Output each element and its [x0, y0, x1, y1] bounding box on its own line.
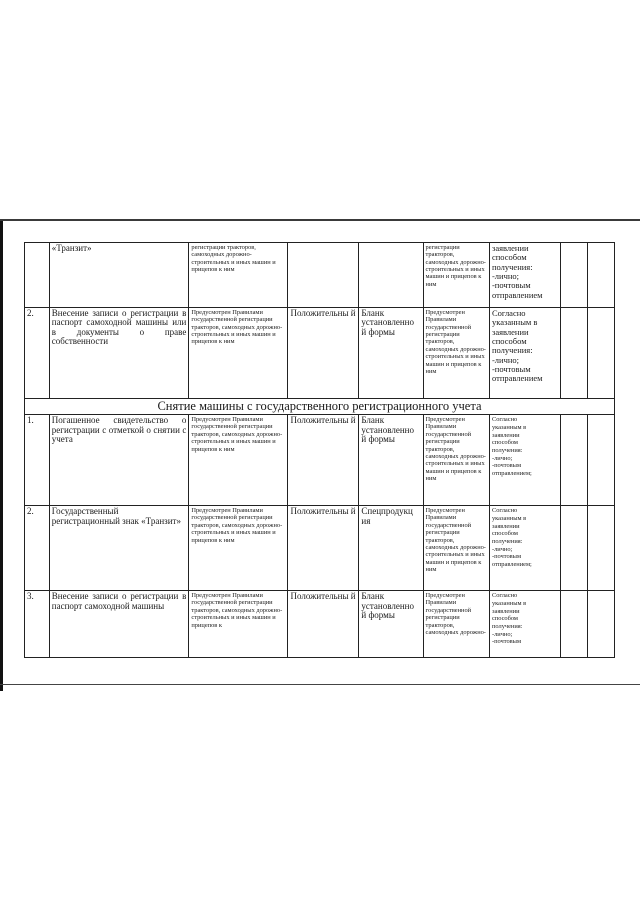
method-line: -лично; [491, 354, 520, 365]
method-line: Согласно [491, 592, 518, 600]
legal-basis: Предусмотрен Правилами государственной регистрации тракторов, самоходных дорожно-строительных и иных машин и прицепов к ним [189, 415, 288, 506]
document-name: «Транзит» [49, 243, 189, 308]
method-line: указанным в [491, 514, 527, 522]
empty-cell [560, 506, 587, 591]
method-line: указанным в [491, 423, 527, 431]
delivery-method [489, 308, 560, 399]
empty-cell [560, 243, 587, 308]
method-line: получения: [491, 261, 533, 272]
method-line: -лично; [491, 454, 513, 462]
empty-cell [560, 308, 587, 399]
empty-cell [587, 591, 614, 658]
delivery-method [489, 506, 560, 591]
result-type: Положительны й [288, 506, 359, 591]
method-line: -лично; [491, 271, 520, 282]
method-line: получения: [491, 446, 523, 454]
method-line: способом [491, 336, 527, 347]
method-line: Согласно [491, 507, 518, 515]
method-line: -почтовым [491, 553, 522, 561]
form-basis: Предусмотрен Правилами государственной регистрации тракторов, самоходных дорожно- [423, 591, 489, 658]
method-line: заявлении [491, 522, 520, 530]
method-line: получения: [491, 345, 533, 356]
document-name: Внесение записи о регистрации в паспорт самоходной машины или в документы о праве собственности [49, 308, 189, 399]
delivery-method [489, 591, 560, 658]
method-line: Согласно [491, 416, 518, 424]
empty-cell [587, 415, 614, 506]
method-line: получения: [491, 537, 523, 545]
table-row [25, 415, 615, 506]
form-basis: Предусмотрен Правилами государственной регистрации тракторов, самоходных дорожно-строительных и иных машин и прицепов к ним [423, 506, 489, 591]
method-line: -почтовым [491, 462, 522, 470]
scan-edge-left [0, 221, 3, 691]
empty-cell [587, 308, 614, 399]
method-line: -почтовым [491, 638, 522, 646]
method-line: отправлением [491, 373, 543, 384]
method-line: -лично; [491, 545, 513, 553]
table-row [25, 591, 615, 658]
method-line: заявлении [491, 326, 529, 337]
result-type [288, 243, 359, 308]
document-form: Бланк установленно й формы [359, 591, 423, 658]
row-number: 1. [25, 415, 50, 506]
document-form: Бланк установленно й формы [359, 308, 423, 399]
empty-cell [560, 415, 587, 506]
document-name: Внесение записи о регистрации в паспорт самоходной машины [49, 591, 189, 658]
method-line: указанным в [491, 317, 538, 328]
legal-basis: Предусмотрен Правилами государственной регистрации тракторов, самоходных дорожно-строительных и иных машин и прицепов к [189, 591, 288, 658]
method-line: способом [491, 615, 518, 623]
row-number [25, 243, 50, 308]
legal-basis: Предусмотрен Правилами государственной регистрации тракторов, самоходных дорожно-строительных и иных машин и прицепов к ним [189, 506, 288, 591]
row-number: 2. [25, 308, 50, 399]
form-basis: Предусмотрен Правилами государственной регистрации тракторов, самоходных дорожно-строительных и иных машин и прицепов к ним [423, 415, 489, 506]
table-row [25, 243, 615, 308]
services-table [24, 242, 615, 658]
form-basis: Предусмотрен Правилами государственной регистрации тракторов, самоходных дорожно-строительных и иных машин и прицепов к ним [423, 308, 489, 399]
method-line: -почтовым [491, 280, 531, 291]
table-row [25, 506, 615, 591]
document-form: Бланк установленно й формы [359, 415, 423, 506]
method-line: отправлением; [491, 560, 532, 568]
result-type: Положительны й [288, 308, 359, 399]
row-number: 2. [25, 506, 50, 591]
method-line: способом [491, 530, 518, 538]
method-line: получения: [491, 622, 523, 630]
empty-cell [587, 506, 614, 591]
delivery-method [489, 243, 560, 308]
empty-cell [560, 591, 587, 658]
legal-basis: регистрации тракторов, самоходных дорожно-строительных и иных машин и прицепов к ним [189, 243, 288, 308]
empty-cell [587, 243, 614, 308]
delivery-method [489, 415, 560, 506]
document-name: Погашенное свидетельство о регистрации с отметкой о снятии с учета [49, 415, 189, 506]
method-line: заявлении [491, 243, 529, 253]
method-line: отправлением; [491, 469, 532, 477]
document-name: Государственный регистрационный знак «Транзит» [49, 506, 189, 591]
table-row [25, 308, 615, 399]
section-header-row [25, 399, 615, 415]
scan-edge-bottom [0, 684, 640, 685]
method-line: заявлении [491, 431, 520, 439]
method-line: заявлении [491, 607, 520, 615]
method-line: указанным в [491, 599, 527, 607]
document-table-area [24, 242, 615, 659]
document-form [359, 243, 423, 308]
row-number: 3. [25, 591, 50, 658]
method-line: -лично; [491, 630, 513, 638]
method-line: способом [491, 439, 518, 447]
document-form: Спецпродукц ия [359, 506, 423, 591]
method-line: способом [491, 252, 527, 263]
method-line: отправлением [491, 289, 543, 300]
form-basis: регистрации тракторов, самоходных дорожно-строительных и иных машин и прицепов к ним [423, 243, 489, 308]
result-type: Положительны й [288, 415, 359, 506]
scan-edge-top [0, 219, 640, 221]
method-line: -почтовым [491, 364, 531, 375]
method-line: Согласно [491, 308, 526, 318]
section-title: Снятие машины с государственного регистрационного учета [25, 399, 615, 415]
legal-basis: Предусмотрен Правилами государственной регистрации тракторов, самоходных дорожно-строительных и иных машин и прицепов к ним [189, 308, 288, 399]
result-type: Положительны й [288, 591, 359, 658]
